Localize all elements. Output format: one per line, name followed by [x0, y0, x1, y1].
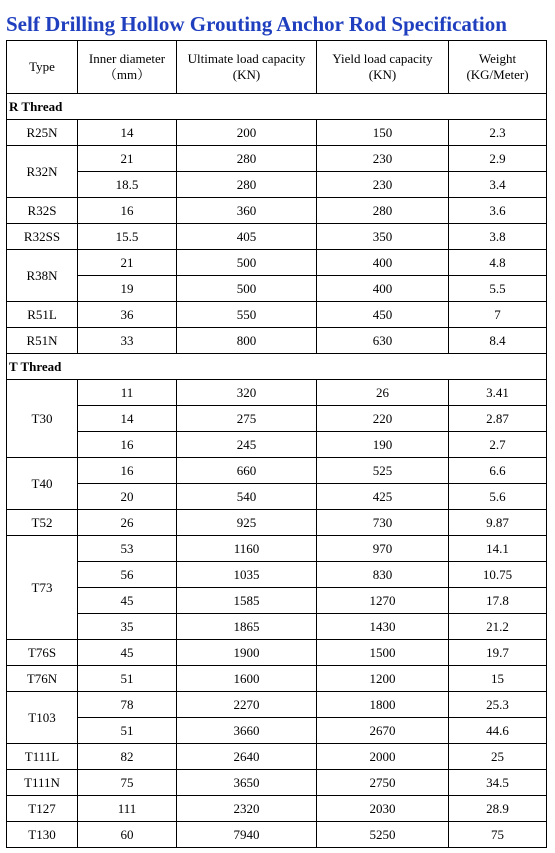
inner-diameter-cell: 21 [78, 250, 177, 276]
weight-cell: 17.8 [449, 588, 547, 614]
ultimate-load-cell: 2320 [177, 796, 317, 822]
table-row [7, 614, 547, 640]
weight-cell: 25 [449, 744, 547, 770]
ultimate-load-cell: 245 [177, 432, 317, 458]
inner-diameter-cell: 16 [78, 198, 177, 224]
yield-load-cell: 1200 [317, 666, 449, 692]
table-row [7, 458, 547, 484]
weight-cell: 19.7 [449, 640, 547, 666]
section-row [7, 354, 547, 380]
table-row [7, 536, 547, 562]
ultimate-load-cell: 500 [177, 276, 317, 302]
ultimate-load-cell: 1035 [177, 562, 317, 588]
yield-load-cell: 350 [317, 224, 449, 250]
table-row [7, 302, 547, 328]
inner-diameter-cell: 11 [78, 380, 177, 406]
type-cell: T76N [7, 666, 78, 692]
weight-cell: 8.4 [449, 328, 547, 354]
weight-cell: 25.3 [449, 692, 547, 718]
type-cell: R32N [7, 146, 78, 198]
yield-load-cell: 2750 [317, 770, 449, 796]
weight-cell: 3.4 [449, 172, 547, 198]
section-row [7, 94, 547, 120]
type-cell: R38N [7, 250, 78, 302]
yield-load-cell: 2670 [317, 718, 449, 744]
table-row [7, 562, 547, 588]
yield-load-cell: 1800 [317, 692, 449, 718]
weight-cell: 10.75 [449, 562, 547, 588]
type-cell: R32SS [7, 224, 78, 250]
ultimate-load-cell: 7940 [177, 822, 317, 848]
inner-diameter-cell: 19 [78, 276, 177, 302]
type-cell: T127 [7, 796, 78, 822]
table-row [7, 822, 547, 848]
table-row [7, 120, 547, 146]
inner-diameter-cell: 20 [78, 484, 177, 510]
table-row [7, 510, 547, 536]
weight-cell: 6.6 [449, 458, 547, 484]
table-row [7, 796, 547, 822]
table-row [7, 640, 547, 666]
ultimate-load-cell: 500 [177, 250, 317, 276]
type-cell: T30 [7, 380, 78, 458]
table-row [7, 172, 547, 198]
header-weight: Weight (KG/Meter) [449, 41, 547, 94]
ultimate-load-cell: 200 [177, 120, 317, 146]
ultimate-load-cell: 3650 [177, 770, 317, 796]
inner-diameter-cell: 16 [78, 458, 177, 484]
ultimate-load-cell: 360 [177, 198, 317, 224]
yield-load-cell: 1430 [317, 614, 449, 640]
header-type: Type [7, 41, 78, 94]
type-cell: R51L [7, 302, 78, 328]
table-row [7, 406, 547, 432]
ultimate-load-cell: 320 [177, 380, 317, 406]
weight-cell: 34.5 [449, 770, 547, 796]
ultimate-load-cell: 405 [177, 224, 317, 250]
weight-cell: 2.7 [449, 432, 547, 458]
yield-load-cell: 280 [317, 198, 449, 224]
section-label: T Thread [7, 354, 547, 380]
yield-load-cell: 150 [317, 120, 449, 146]
type-cell: R32S [7, 198, 78, 224]
type-cell: T130 [7, 822, 78, 848]
table-row [7, 146, 547, 172]
type-cell: T111L [7, 744, 78, 770]
inner-diameter-cell: 51 [78, 666, 177, 692]
inner-diameter-cell: 56 [78, 562, 177, 588]
section-label: R Thread [7, 94, 547, 120]
ultimate-load-cell: 550 [177, 302, 317, 328]
table-row [7, 198, 547, 224]
inner-diameter-cell: 111 [78, 796, 177, 822]
inner-diameter-cell: 78 [78, 692, 177, 718]
weight-cell: 2.87 [449, 406, 547, 432]
inner-diameter-cell: 53 [78, 536, 177, 562]
yield-load-cell: 190 [317, 432, 449, 458]
weight-cell: 4.8 [449, 250, 547, 276]
inner-diameter-cell: 45 [78, 588, 177, 614]
yield-load-cell: 1270 [317, 588, 449, 614]
weight-cell: 75 [449, 822, 547, 848]
ultimate-load-cell: 925 [177, 510, 317, 536]
ultimate-load-cell: 1585 [177, 588, 317, 614]
ultimate-load-cell: 2640 [177, 744, 317, 770]
inner-diameter-cell: 75 [78, 770, 177, 796]
yield-load-cell: 5250 [317, 822, 449, 848]
inner-diameter-cell: 16 [78, 432, 177, 458]
header-ultimate-load: Ultimate load capacity (KN) [177, 41, 317, 94]
type-cell: R51N [7, 328, 78, 354]
table-row [7, 250, 547, 276]
type-cell: T103 [7, 692, 78, 744]
header-row [7, 41, 547, 94]
inner-diameter-cell: 33 [78, 328, 177, 354]
yield-load-cell: 400 [317, 250, 449, 276]
table-row [7, 380, 547, 406]
weight-cell: 14.1 [449, 536, 547, 562]
inner-diameter-cell: 45 [78, 640, 177, 666]
yield-load-cell: 230 [317, 146, 449, 172]
weight-cell: 21.2 [449, 614, 547, 640]
yield-load-cell: 400 [317, 276, 449, 302]
yield-load-cell: 450 [317, 302, 449, 328]
inner-diameter-cell: 26 [78, 510, 177, 536]
weight-cell: 15 [449, 666, 547, 692]
page-title: Self Drilling Hollow Grouting Anchor Rod Specification [6, 12, 507, 36]
yield-load-cell: 970 [317, 536, 449, 562]
yield-load-cell: 830 [317, 562, 449, 588]
weight-cell: 3.8 [449, 224, 547, 250]
ultimate-load-cell: 1865 [177, 614, 317, 640]
ultimate-load-cell: 1900 [177, 640, 317, 666]
yield-load-cell: 2000 [317, 744, 449, 770]
inner-diameter-cell: 21 [78, 146, 177, 172]
ultimate-load-cell: 275 [177, 406, 317, 432]
inner-diameter-cell: 82 [78, 744, 177, 770]
weight-cell: 5.6 [449, 484, 547, 510]
inner-diameter-cell: 60 [78, 822, 177, 848]
yield-load-cell: 1500 [317, 640, 449, 666]
header-inner-diameter: Inner diameter （mm） [78, 41, 177, 94]
ultimate-load-cell: 2270 [177, 692, 317, 718]
inner-diameter-cell: 51 [78, 718, 177, 744]
ultimate-load-cell: 1160 [177, 536, 317, 562]
spec-table [6, 40, 547, 848]
weight-cell: 3.41 [449, 380, 547, 406]
weight-cell: 44.6 [449, 718, 547, 744]
type-cell: T111N [7, 770, 78, 796]
ultimate-load-cell: 800 [177, 328, 317, 354]
yield-load-cell: 630 [317, 328, 449, 354]
ultimate-load-cell: 1600 [177, 666, 317, 692]
table-row [7, 432, 547, 458]
weight-cell: 3.6 [449, 198, 547, 224]
inner-diameter-cell: 36 [78, 302, 177, 328]
table-row [7, 588, 547, 614]
yield-load-cell: 730 [317, 510, 449, 536]
inner-diameter-cell: 14 [78, 406, 177, 432]
table-row [7, 666, 547, 692]
weight-cell: 9.87 [449, 510, 547, 536]
weight-cell: 28.9 [449, 796, 547, 822]
inner-diameter-cell: 35 [78, 614, 177, 640]
type-cell: T73 [7, 536, 78, 640]
yield-load-cell: 230 [317, 172, 449, 198]
table-row [7, 328, 547, 354]
table-row [7, 692, 547, 718]
type-cell: R25N [7, 120, 78, 146]
type-cell: T76S [7, 640, 78, 666]
ultimate-load-cell: 660 [177, 458, 317, 484]
weight-cell: 2.3 [449, 120, 547, 146]
yield-load-cell: 425 [317, 484, 449, 510]
table-row [7, 224, 547, 250]
table-row [7, 744, 547, 770]
table-body [7, 94, 547, 848]
weight-cell: 7 [449, 302, 547, 328]
table-row [7, 484, 547, 510]
ultimate-load-cell: 280 [177, 172, 317, 198]
yield-load-cell: 220 [317, 406, 449, 432]
yield-load-cell: 525 [317, 458, 449, 484]
weight-cell: 2.9 [449, 146, 547, 172]
table-row [7, 718, 547, 744]
inner-diameter-cell: 14 [78, 120, 177, 146]
ultimate-load-cell: 3660 [177, 718, 317, 744]
inner-diameter-cell: 15.5 [78, 224, 177, 250]
yield-load-cell: 26 [317, 380, 449, 406]
weight-cell: 5.5 [449, 276, 547, 302]
ultimate-load-cell: 280 [177, 146, 317, 172]
ultimate-load-cell: 540 [177, 484, 317, 510]
type-cell: T52 [7, 510, 78, 536]
type-cell: T40 [7, 458, 78, 510]
yield-load-cell: 2030 [317, 796, 449, 822]
table-row [7, 276, 547, 302]
table-row [7, 770, 547, 796]
inner-diameter-cell: 18.5 [78, 172, 177, 198]
header-yield-load: Yield load capacity (KN) [317, 41, 449, 94]
